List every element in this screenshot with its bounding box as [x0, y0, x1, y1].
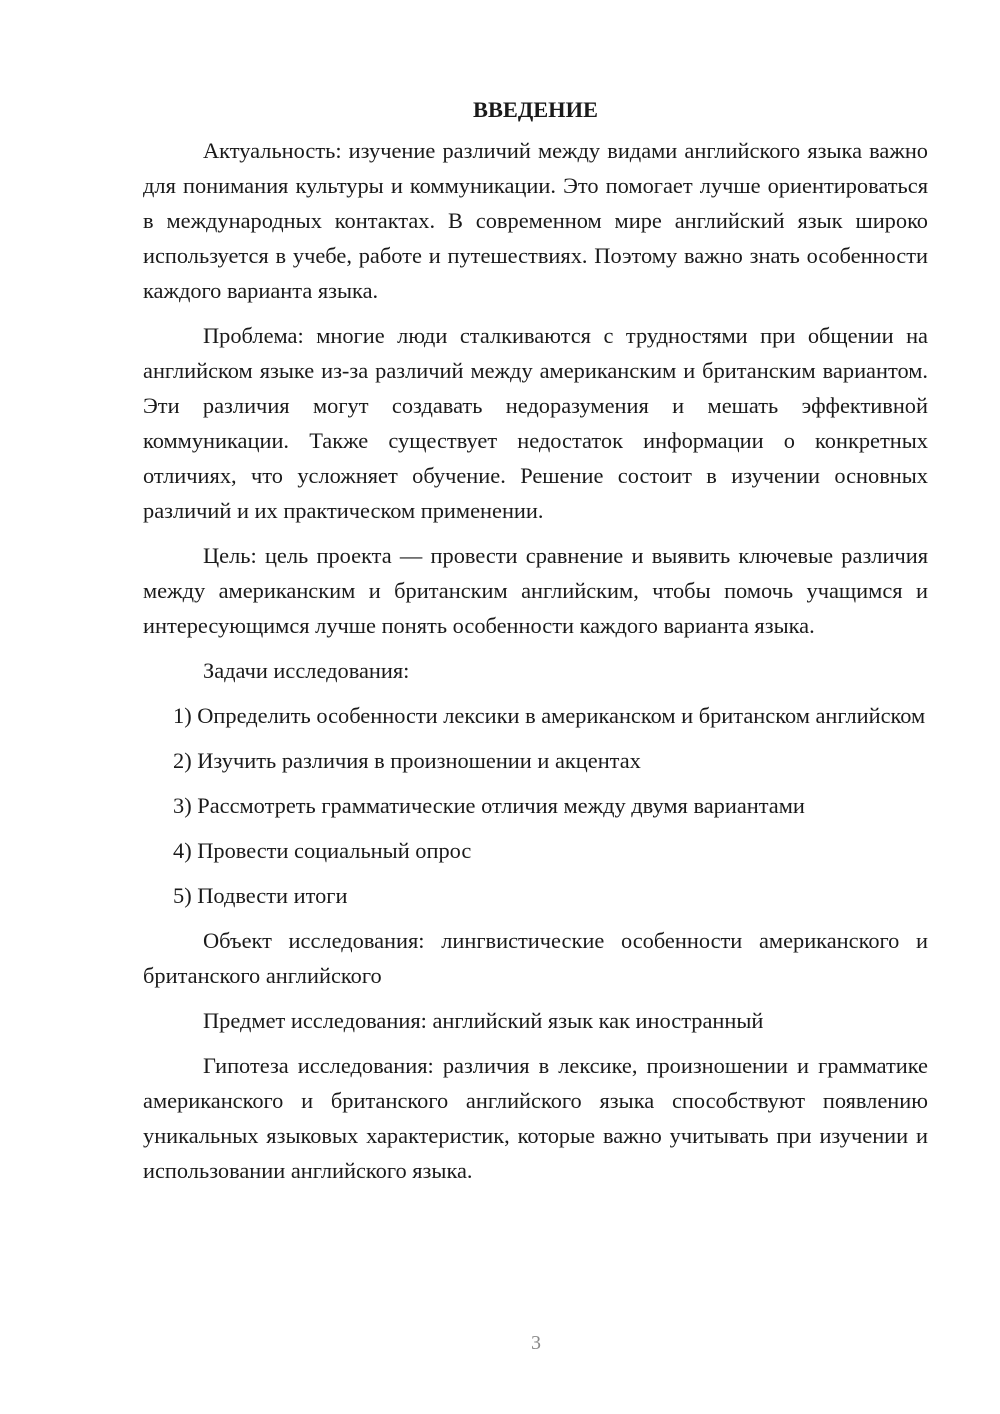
task-item: 3) Рассмотреть грамматические отличия между двумя вариантами [173, 793, 805, 818]
paragraph-relevance: Актуальность: изучение различий между видами английского языка важно для понимания культуры и коммуникации. Это помогает лучше ориентироваться в международных контактах. В современном мире английский язык широко используется в учебе, работе и путешествиях. Поэтому важно знать особенности каждого варианта языка. [143, 138, 928, 303]
task-item: 5) Подвести итоги [173, 883, 348, 908]
paragraph-goal: Цель: цель проекта — провести сравнение и выявить ключевые различия между американским и британским английским, чтобы помочь учащимся и интересующимся лучше понять особенности каждого варианта языка. [143, 543, 928, 638]
paragraph-subject: Предмет исследования: английский язык как иностранный [203, 1008, 764, 1033]
task-item: 2) Изучить различия в произношении и акцентах [173, 748, 641, 773]
paragraph-tasks-heading: Задачи исследования: [203, 658, 410, 683]
paragraph-hypothesis: Гипотеза исследования: различия в лексике, произношении и грамматике американского и британского английского языка способствуют появлению уникальных языковых характеристик, которые важно учитывать при изучении и использовании английского языка. [143, 1053, 928, 1183]
document-page [143, 92, 928, 1198]
paragraph-object: Объект исследования: лингвистические особенности американского и британского английского [143, 928, 928, 988]
task-item: 1) Определить особенности лексики в американском и британском английском [173, 703, 926, 728]
page-title: ВВЕДЕНИЕ [473, 97, 598, 122]
page-number: 3 [531, 1332, 541, 1354]
paragraph-problem: Проблема: многие люди сталкиваются с трудностями при общении на английском языке из-за различий между американским и британским вариантом. Эти различия могут создавать недоразумения и мешать эффективной коммуникации. Также существует недостаток информации о конкретных отличиях, что усложняет обучение. Решение состоит в изучении основных различий и их практическом применении. [143, 323, 928, 523]
task-item: 4) Провести социальный опрос [173, 838, 472, 863]
